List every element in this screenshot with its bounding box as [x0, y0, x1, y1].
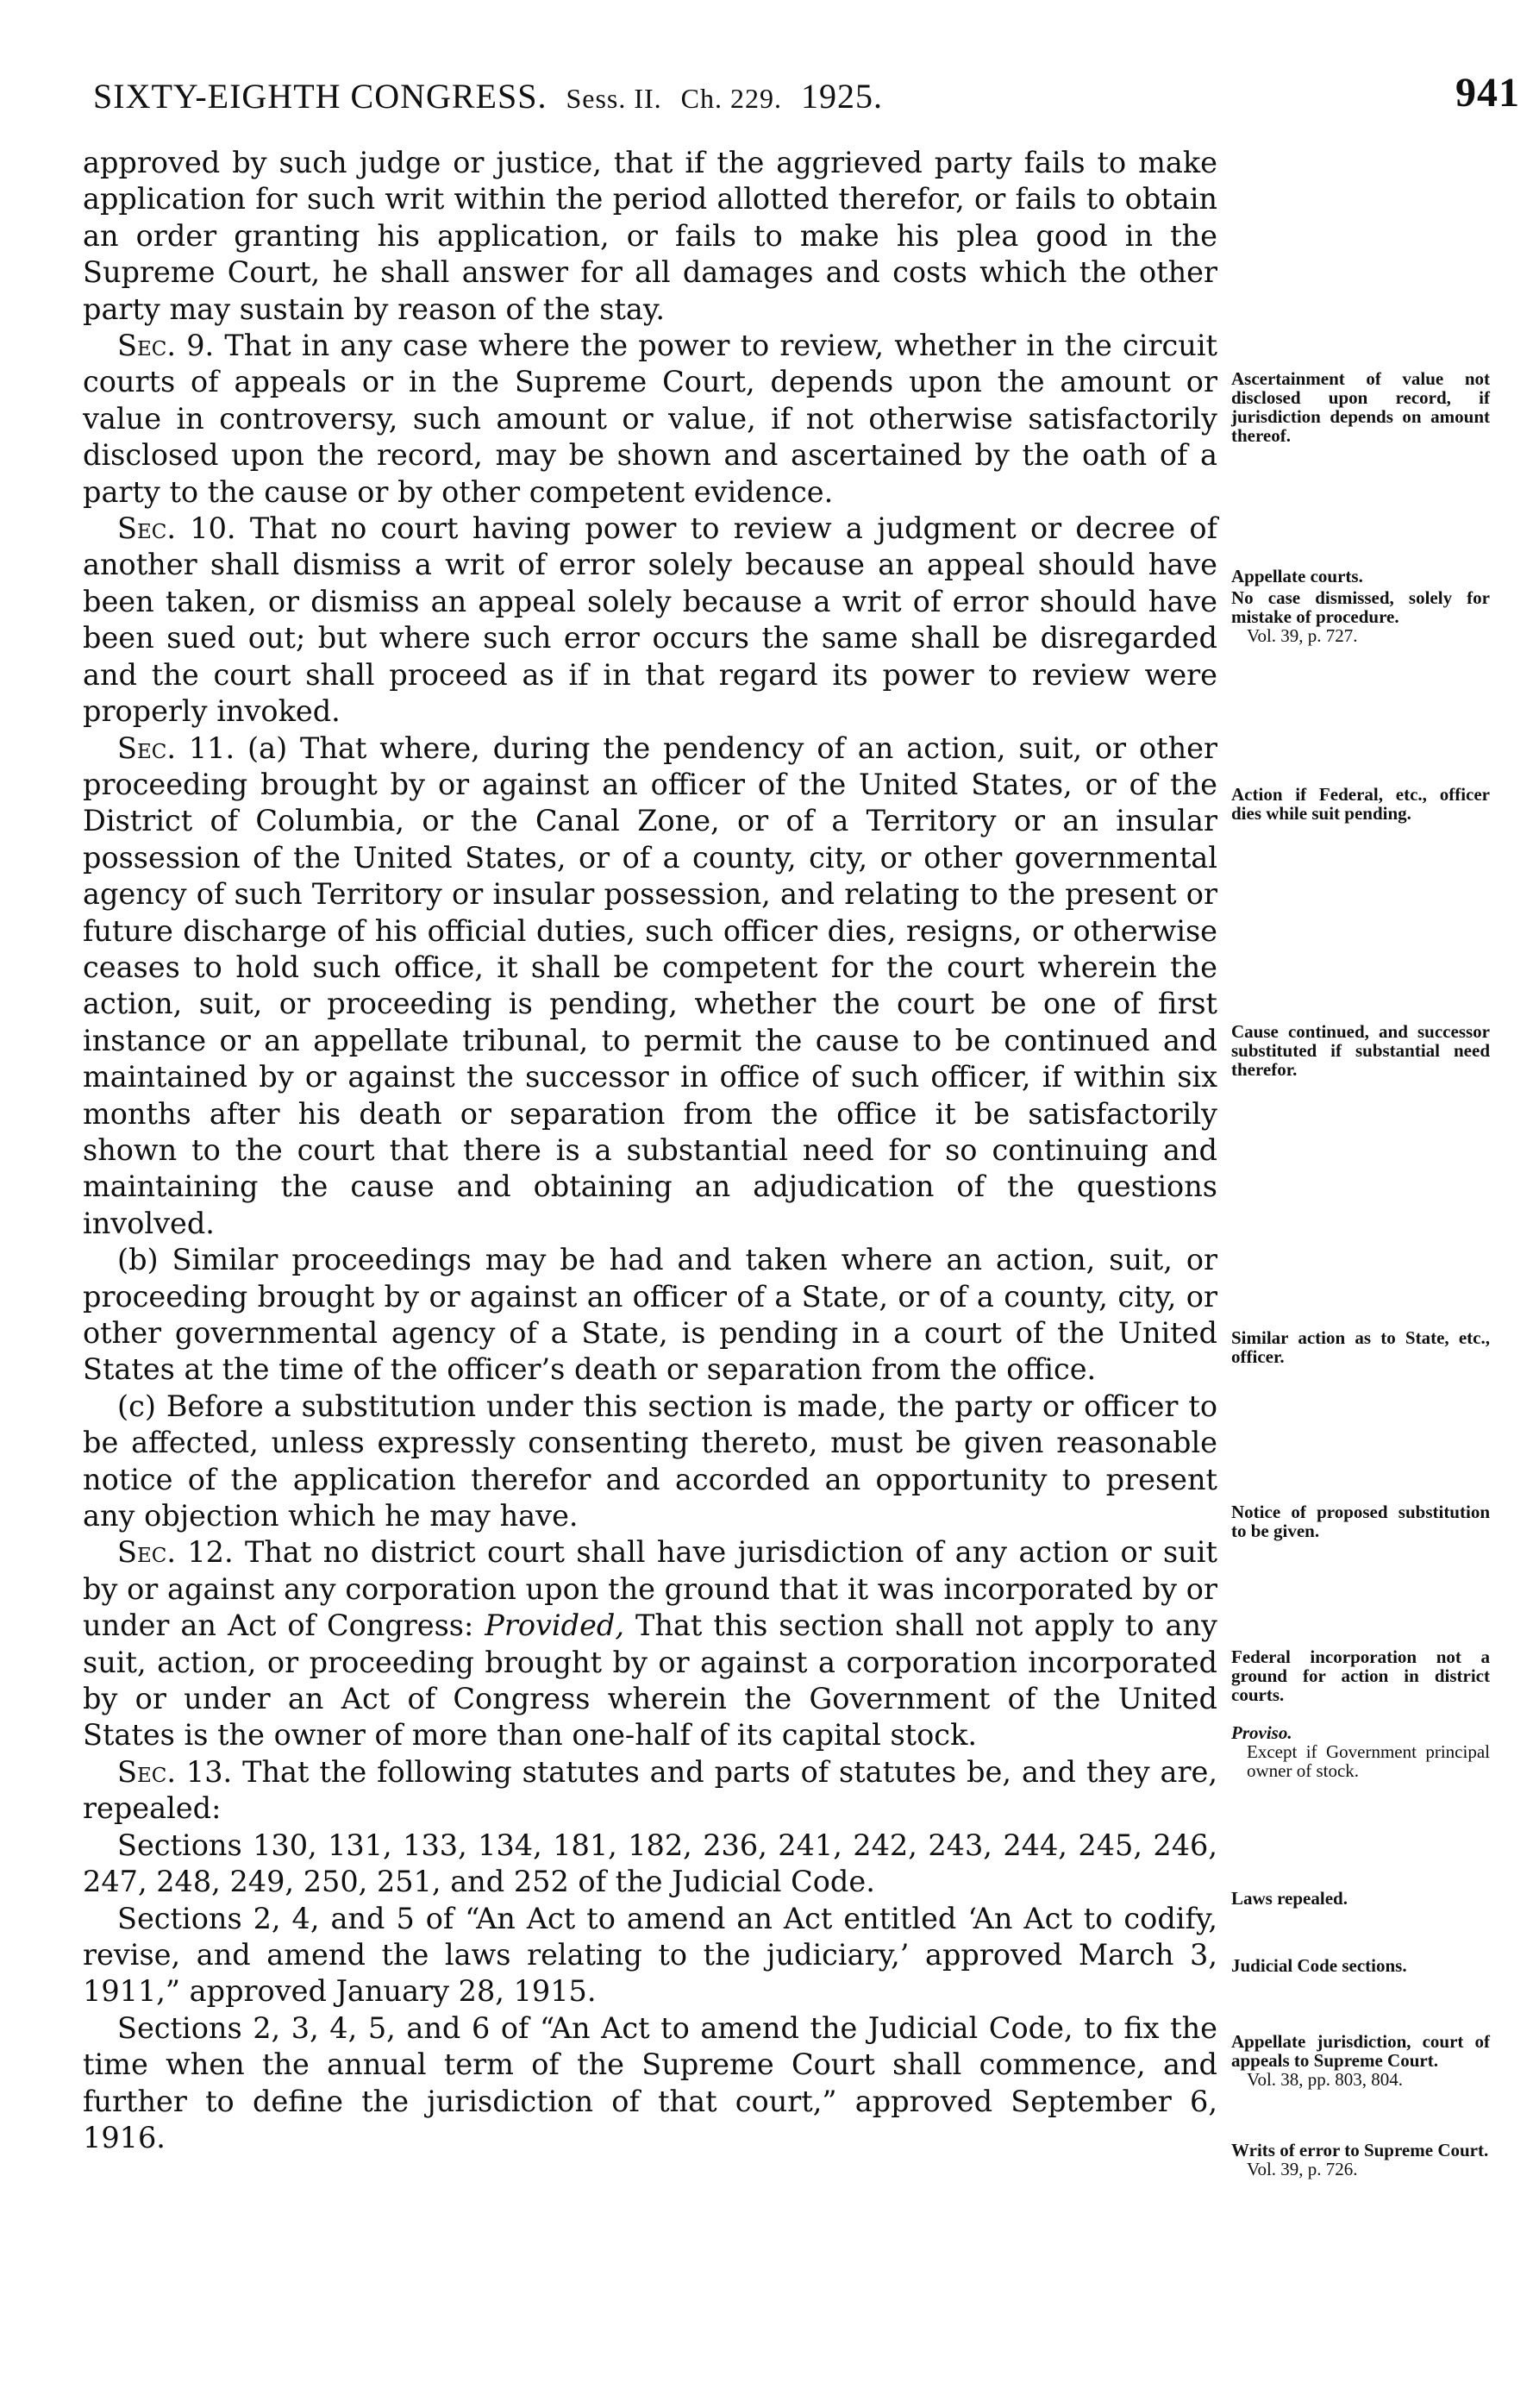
margin-note-text: Notice of proposed substitution to be given.	[1231, 1502, 1490, 1541]
repealed-text: Sections 130, 131, 133, 134, 181, 182, 236, 241, 242, 243, 244, 245, 246, 247, 248, 249, 250, 251, and 252 of the Judicial Code.	[83, 1828, 1217, 1899]
paragraph-text: approved by such judge or justice, that if the aggrieved party fails to make application for such writ within the period allotted therefor, or fails to obtain an order granting his application, or fails to make his plea good in the Supreme Court, he shall answer for all damages and costs which the other party may sustain by reason of the stay.	[83, 146, 1217, 326]
section-11c	[83, 1389, 1217, 1535]
paragraph-text: That no court having power to review a judgment or decree of another shall dismiss a writ of error solely because an appeal should have been taken, or dismiss an appeal solely because a writ of error should have been sued out; but where such error occurs the same shall be disregarded and the court shall proceed as if in that regard its power to review were properly invoked.	[83, 511, 1217, 729]
margin-note	[1231, 567, 1490, 586]
page-number: 941	[1455, 70, 1520, 116]
margin-note	[1231, 2032, 1490, 2089]
margin-note-text: No case dismissed, solely for mistake of procedure.	[1231, 587, 1490, 627]
margin-note	[1231, 369, 1490, 445]
repealed-item	[83, 2010, 1217, 2157]
paragraph-continuation	[83, 145, 1217, 328]
margin-note-text: Laws repealed.	[1231, 1888, 1348, 1909]
section-label: Sec. 13.	[117, 1754, 233, 1789]
chapter: Ch. 229.	[680, 83, 783, 114]
paragraph-text: That this section shall not apply to any suit, action, or proceeding brought by or against a corporation incorporated by or under an Act of Congress wherein the Government of the United States is the owner of more than one-half of its capital stock.	[83, 1608, 1217, 1753]
margin-note	[1231, 588, 1490, 645]
margin-note-ref: Vol. 39, p. 726.	[1247, 2159, 1358, 2179]
paragraph-text: That no district court shall have jurisdiction of any action or suit by or against any corporation upon the ground that it was incorporated by or under an Act of Congress:	[83, 1535, 1217, 1643]
repealed-text: Sections 2, 4, and 5 of “An Act to amend an Act entitled ‘An Act to codify, revise, and amend the laws relating to the judiciary,’ approved March 3, 1911,” approved January 28, 1915.	[83, 1901, 1217, 2009]
section-label: Sec. 12.	[117, 1535, 234, 1570]
margin-note	[1231, 785, 1490, 823]
margin-note-ref: Vol. 38, pp. 803, 804.	[1247, 2069, 1404, 2090]
margin-note-text: Appellate courts.	[1231, 566, 1363, 586]
margin-note-ref: Vol. 39, p. 727.	[1247, 625, 1358, 646]
running-head	[93, 70, 1520, 128]
paragraph-text: That in any case where the power to review, whether in the circuit courts of appeals or in the Supreme Court, depends upon the amount or value in controversy, such amount or value, if not otherwise satisfactorily disclosed upon the record, may be shown and ascertained by the oath of a party to the cause or by other competent evidence.	[83, 329, 1217, 509]
congress: SIXTY-EIGHTH CONGRESS.	[93, 77, 548, 116]
section-label: Sec. 11.	[117, 731, 235, 765]
statute-body	[83, 145, 1217, 2156]
margin-note	[1231, 1502, 1490, 1540]
margin-note-text: Ascertainment of value not disclosed upon record, if jurisdiction depends on amount thereof.	[1231, 368, 1490, 446]
margin-note-text: Proviso.	[1231, 1722, 1292, 1743]
paragraph-text: (a) That where, during the pendency of an action, suit, or other proceeding brought by or against an officer of the United States, or of the District of Columbia, or the Canal Zone, or of a Territory or an insular possession of the United States, or of a county, city, or other governmental agency of such Territory or insular possession, and relating to the present or future discharge of his official duties, such officer dies, resigns, or otherwise ceases to hold such office, it shall be competent for the court wherein the action, suit, or proceeding is pending, whether the court be one of first instance or an appellate tribunal, to permit the cause to be continued and maintained by or against the successor in office of such officer, if within six months after his death or separation from the office it be satisfactorily shown to the court that there is a substantial need for so continuing and maintaining the cause and obtaining an adjudication of the questions involved.	[83, 731, 1217, 1240]
margin-note	[1231, 1889, 1490, 1908]
section-label: Sec. 10.	[117, 511, 236, 546]
margin-note-text: Writs of error to Supreme Court.	[1231, 2140, 1489, 2160]
margin-note-text: Federal incorporation not a ground for action in district courts.	[1231, 1646, 1490, 1705]
margin-note	[1231, 1723, 1490, 1780]
section-10	[83, 511, 1217, 730]
margin-note	[1231, 2141, 1490, 2179]
repealed-text: Sections 2, 3, 4, 5, and 6 of “An Act to amend the Judicial Code, to fix the time when the annual term of the Supreme Court shall commence, and further to define the jurisdiction of that court,” approved September 6, 1916.	[83, 2010, 1217, 2154]
margin-note	[1231, 1022, 1490, 1079]
year: 1925.	[801, 77, 884, 116]
margin-note	[1231, 1328, 1490, 1366]
section-11a	[83, 731, 1217, 1243]
paragraph-text: (b) Similar proceedings may be had and taken where an action, suit, or proceeding brought by or against an officer of a State, or of a county, city, or other governmental agency of a State, is pending in a court of the United States at the time of the officer’s death or separation from the office.	[83, 1243, 1217, 1387]
repealed-item	[83, 1901, 1217, 2010]
proviso-word: Provided,	[485, 1608, 625, 1643]
margin-note-text: Appellate jurisdiction, court of appeals to Supreme Court.	[1231, 2031, 1490, 2071]
section-11b	[83, 1242, 1217, 1389]
margin-note-text: Action if Federal, etc., officer dies while suit pending.	[1231, 784, 1490, 824]
margin-note-ref: Except if Government principal owner of stock.	[1247, 1741, 1490, 1781]
margin-note-text: Judicial Code sections.	[1231, 1955, 1407, 1976]
running-head-title	[93, 76, 883, 116]
section-13	[83, 1754, 1217, 1828]
paragraph-text: That the following statutes and parts of statutes be, and they are, repealed:	[83, 1754, 1218, 1826]
margin-note	[1231, 1956, 1490, 1975]
session: Sess. II.	[566, 83, 662, 114]
section-label: Sec. 9.	[117, 329, 215, 363]
section-12	[83, 1534, 1217, 1753]
margin-note-text: Similar action as to State, etc., officer.	[1231, 1327, 1490, 1367]
paragraph-text: (c) Before a substitution under this section is made, the party or officer to be affected, unless expressly consenting thereto, must be given reasonable notice of the application therefor and accorded an opportunity to present any objection which he may have.	[83, 1389, 1217, 1533]
repealed-item	[83, 1828, 1217, 1901]
margin-note-text: Cause continued, and successor substituted if substantial need therefor.	[1231, 1021, 1490, 1080]
section-9	[83, 328, 1217, 511]
margin-note	[1231, 1647, 1490, 1704]
